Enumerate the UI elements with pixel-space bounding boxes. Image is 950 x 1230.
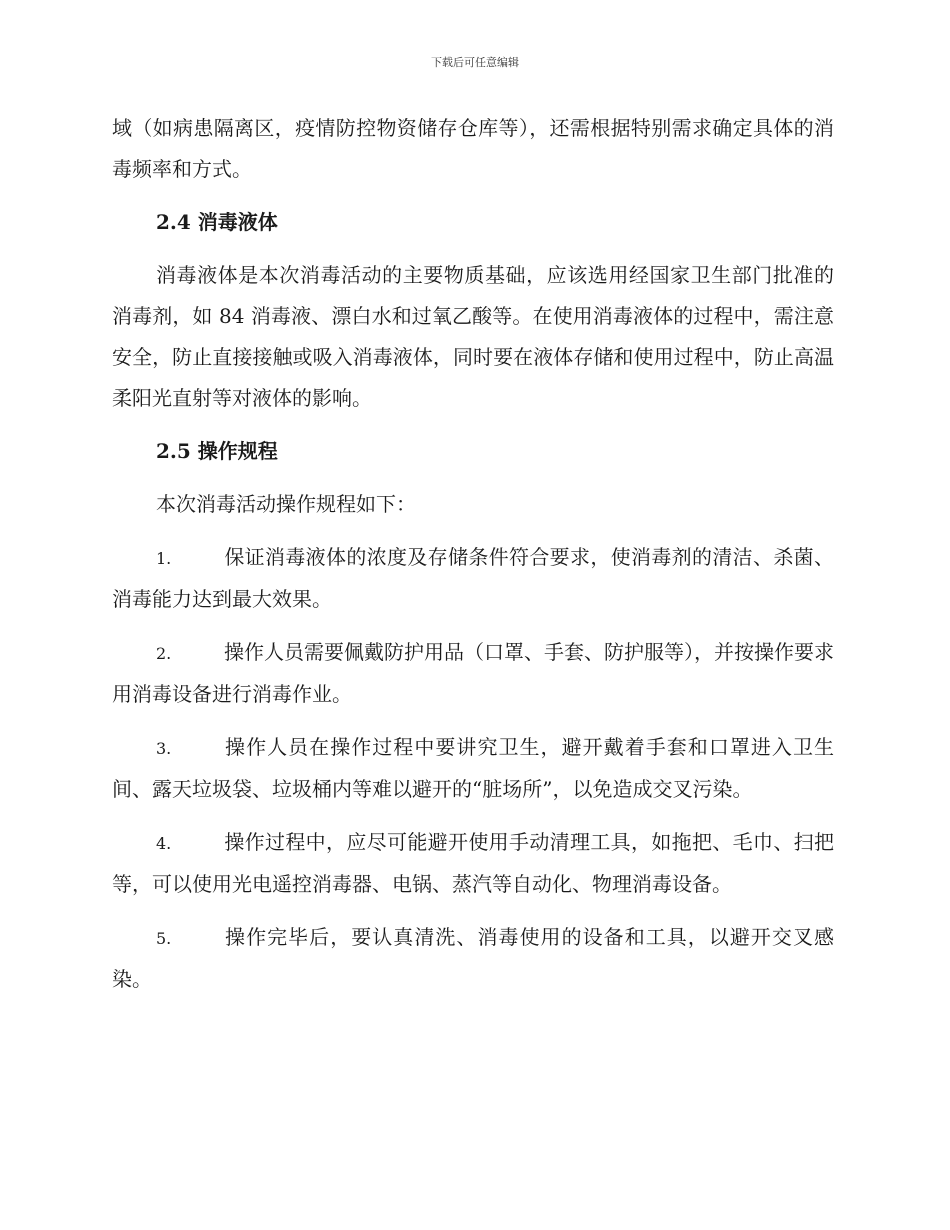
list-item [112, 822, 834, 905]
section-heading-2-4: 2.4 消毒液体 [156, 210, 278, 234]
section-heading-2-5: 2.5 操作规程 [156, 439, 278, 463]
list-item-number: 2. [156, 644, 172, 663]
section-2-5-intro: 本次消毒活动操作规程如下： [156, 492, 416, 516]
list-item [112, 537, 834, 620]
intro-continuation: 域（如病患隔离区，疫情防控物资储存仓库等），还需根据特别需求确定具体的消毒频率和方式。 [112, 116, 834, 181]
procedure-list [112, 537, 834, 1000]
list-item-text: 操作人员在操作过程中要讲究卫生，避开戴着手套和口罩进入卫生间、露天垃圾袋、垃圾桶内等难以避开的“脏场所”，以免造成交叉污染。 [112, 735, 834, 801]
list-item-text: 操作过程中，应尽可能避开使用手动清理工具，如拖把、毛巾、扫把等，可以使用光电遥控消毒器、电锅、蒸汽等自动化、物理消毒设备。 [112, 830, 834, 896]
list-item [112, 727, 834, 810]
list-item [112, 917, 834, 1000]
list-item-text: 保证消毒液体的浓度及存储条件符合要求，使消毒剂的清洁、杀菌、消毒能力达到最大效果。 [112, 545, 834, 611]
list-item-number: 1. [156, 549, 172, 568]
list-item [112, 632, 834, 715]
list-item-text: 操作人员需要佩戴防护用品（口罩、手套、防护服等），并按操作要求用消毒设备进行消毒作业。 [112, 640, 834, 706]
list-item-number: 3. [156, 739, 172, 758]
section-2-4-body: 消毒液体是本次消毒活动的主要物质基础，应该选用经国家卫生部门批准的消毒剂，如 84 消毒液、漂白水和过氧乙酸等。在使用消毒液体的过程中，需注意安全，防止直接接触或吸入消毒液体，同时要在液体存储和使用过程中，防止高温柔阳光直射等对液体的影响。 [112, 263, 834, 410]
page-header: 下载后可任意编辑 [431, 56, 519, 69]
list-item-text: 操作完毕后，要认真清洗、消毒使用的设备和工具，以避开交叉感染。 [112, 925, 834, 991]
list-item-number: 5. [156, 929, 172, 948]
list-item-number: 4. [156, 834, 172, 853]
document-body [112, 108, 834, 1012]
